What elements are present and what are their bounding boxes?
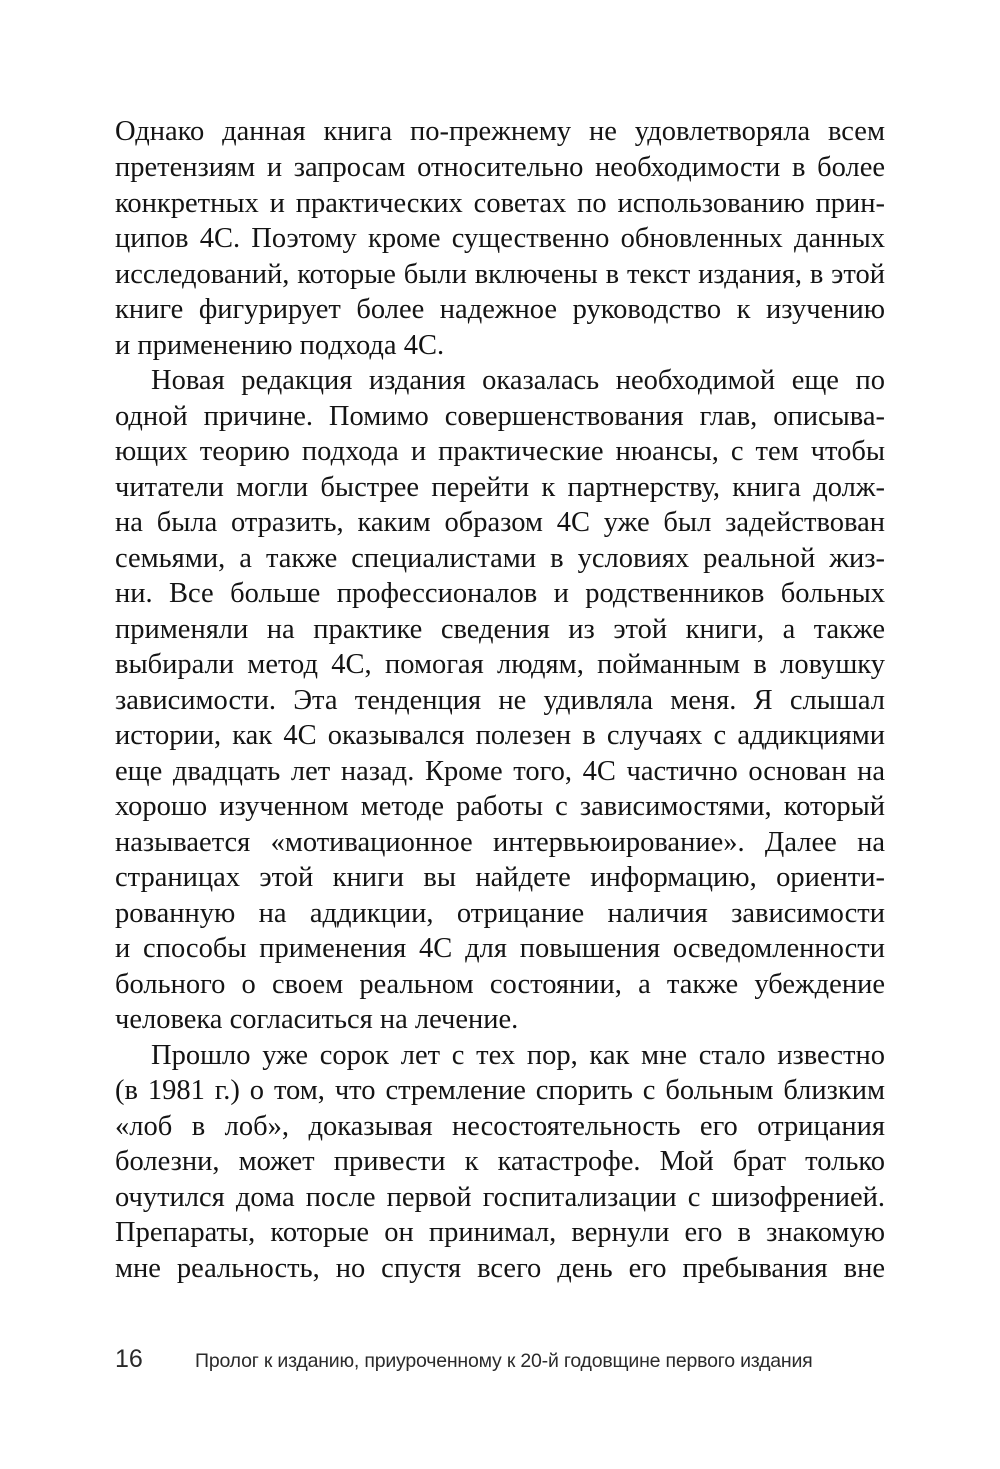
body-line: (в 1981 г.) о том, что стремление спорить с больным близким bbox=[115, 1075, 885, 1106]
body-line: применяли на практике сведения из этой книги, а также bbox=[115, 614, 885, 645]
body-line: «лоб в лоб», доказывая несостоятельность его отрицания bbox=[115, 1111, 885, 1142]
body-line: хорошо изученном методе работы с зависимостями, который bbox=[115, 791, 885, 822]
body-line: очутился дома после первой госпитализации с шизофренией. bbox=[115, 1182, 885, 1213]
body-line: называется «мотивационное интервьюирование». Далее на bbox=[115, 827, 885, 858]
running-title: Пролог к изданию, приуроченному к 20-й годовщине первого издания bbox=[195, 1350, 813, 1372]
body-line: и применению подхода 4С. bbox=[115, 330, 445, 361]
body-line: страницах этой книги вы найдете информацию, ориенти- bbox=[115, 862, 885, 893]
body-line: Однако данная книга по-прежнему не удовлетворяла всем bbox=[115, 116, 885, 147]
body-line: выбирали метод 4С, помогая людям, пойманным в ловушку bbox=[115, 649, 885, 680]
body-line: мне реальность, но спустя всего день его пребывания вне bbox=[115, 1253, 885, 1284]
body-line: одной причине. Помимо совершенствования глав, описыва- bbox=[115, 401, 885, 432]
body-line: ни. Все больше профессионалов и родственников больных bbox=[115, 578, 885, 609]
body-line: претензиям и запросам относительно необходимости в более bbox=[115, 152, 885, 183]
body-line: читатели могли быстрее перейти к партнерству, книга долж- bbox=[115, 472, 885, 503]
body-line: зависимости. Эта тенденция не удивляла меня. Я слышал bbox=[115, 685, 885, 716]
body-line: ющих теорию подхода и практические нюансы, с тем чтобы bbox=[115, 436, 885, 467]
body-line: ципов 4С. Поэтому кроме существенно обновленных данных bbox=[115, 223, 885, 254]
body-line: еще двадцать лет назад. Кроме того, 4С частично основан на bbox=[115, 756, 885, 787]
body-line: рованную на аддикции, отрицание наличия зависимости bbox=[115, 898, 885, 929]
body-line: Препараты, которые он принимал, вернули его в знакомую bbox=[115, 1217, 885, 1248]
body-line: на была отразить, каким образом 4С уже был задействован bbox=[115, 507, 885, 538]
body-line: исследований, которые были включены в текст издания, в этой bbox=[115, 259, 885, 290]
body-line: книге фигурирует более надежное руководство к изучению bbox=[115, 294, 885, 325]
body-line: конкретных и практических советах по использованию прин- bbox=[115, 188, 885, 219]
page-number: 16 bbox=[115, 1345, 143, 1373]
body-line: Прошло уже сорок лет с тех пор, как мне стало известно bbox=[151, 1040, 885, 1071]
body-line: болезни, может привести к катастрофе. Мой брат только bbox=[115, 1146, 885, 1177]
body-line: больного о своем реальном состоянии, а также убеждение bbox=[115, 969, 885, 1000]
body-line: человека согласиться на лечение. bbox=[115, 1004, 519, 1035]
body-line: Новая редакция издания оказалась необходимой еще по bbox=[151, 365, 885, 396]
body-line: семьями, а также специалистами в условиях реальной жиз- bbox=[115, 543, 885, 574]
body-line: и способы применения 4С для повышения осведомленности bbox=[115, 933, 885, 964]
body-line: истории, как 4С оказывался полезен в случаях с аддикциями bbox=[115, 720, 885, 751]
